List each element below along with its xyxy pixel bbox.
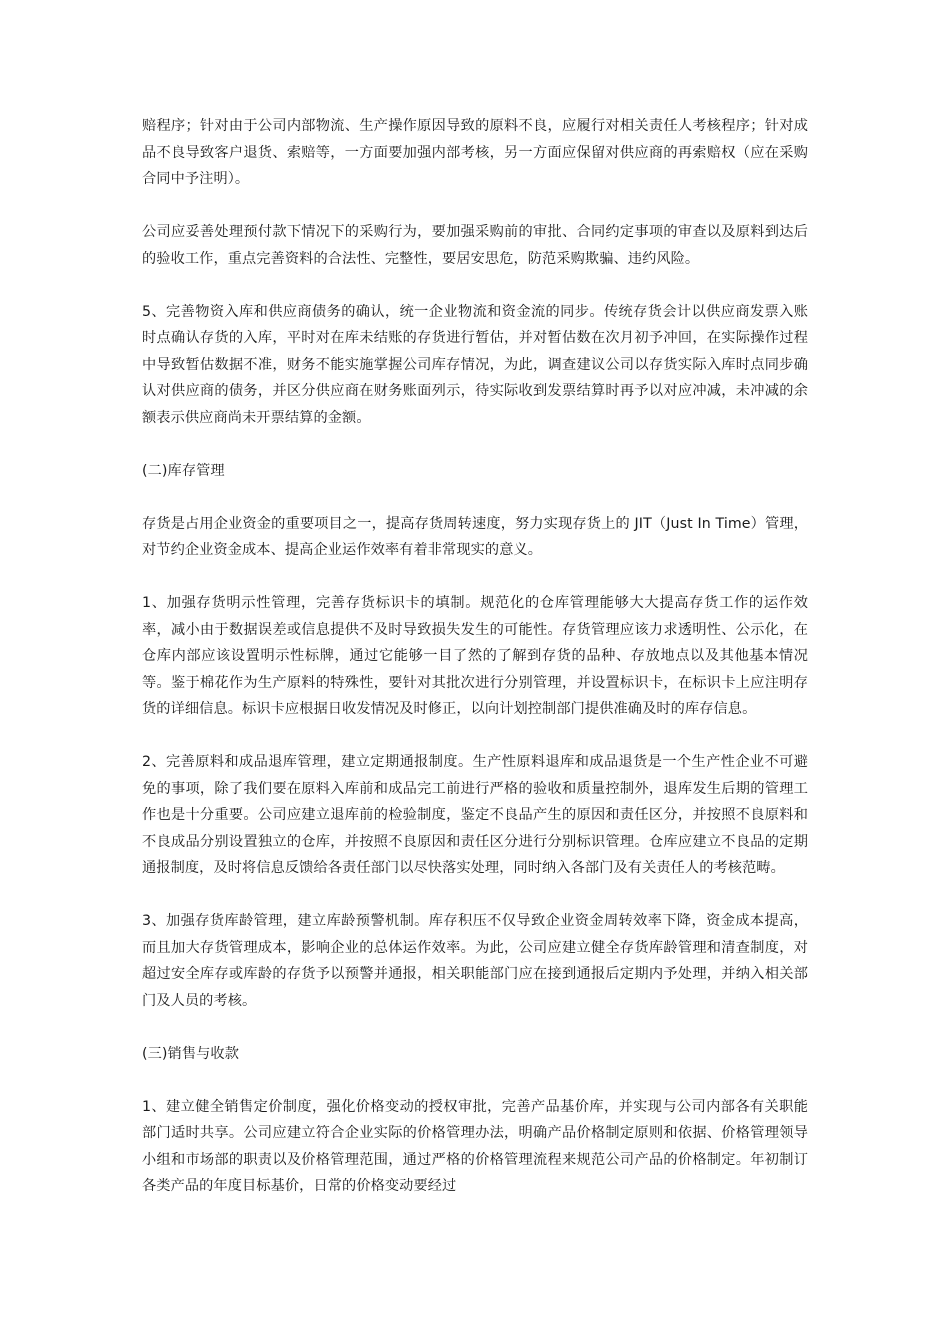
section-heading-sales-collection: (三)销售与收款 [142, 1045, 239, 1062]
paragraph-item-3-inventory-aging: 3、加强存货库龄管理，建立库龄预警机制。库存积压不仅导致企业资金周转效率下降，资金成本提高，而且加大存货管理成本，影响企业的总体运作效率。为此，公司应建立健全存货库龄管理和清查制度，对超过安全库存或库龄的存货予以预警并通报，相关职能部门应在接到通报后定期内予处理，并纳入相关部门及人员的考核。 [142, 913, 808, 1009]
paragraph-item-2-returns-management: 2、完善原料和成品退库管理，建立定期通报制度。生产性原料退库和成品退货是一个生产性企业不可避免的事项，除了我们要在原料入库前和成品完工前进行严格的验收和质量控制外，退库发生后期的管理工作也是十分重要。公司应建立退库前的检验制度，鉴定不良品产生的原因和责任区分，并按照不良原料和不良成品分别设置独立的仓库，并按照不良原因和责任区分进行分别标识管理。仓库应建立不良品的定期通报制度，及时将信息反馈给各责任部门以尽快落实处理，同时纳入各部门及有关责任人的考核范畴。 [142, 754, 808, 876]
paragraph-inventory-intro: 存货是占用企业资金的重要项目之一，提高存货周转速度，努力实现存货上的 JIT（Just In Time）管理，对节约企业资金成本、提高企业运作效率有着非常现实的意义。 [142, 515, 808, 558]
paragraph-prepayment-procurement: 公司应妥善处理预付款下情况下的采购行为，要加强采购前的审批、合同约定事项的审查以及原料到达后的验收工作，重点完善资料的合法性、完整性，要居安思危，防范采购欺骗、违约风险。 [142, 224, 808, 267]
paragraph-item-5-supplier-debt: 5、完善物资入库和供应商债务的确认，统一企业物流和资金流的同步。传统存货会计以供应商发票入账时点确认存货的入库，平时对在库未结账的存货进行暂估，并对暂估数在次月初予冲回，在实际操作过程中导致暂估数据不准，财务不能实施掌握公司库存情况，为此，调查建议公司以存货实际入库时点同步确认对供应商的债务，并区分供应商在财务账面列示，待实际收到发票结算时再予以对应冲减，未冲减的余额表示供应商尚未开票结算的金额。 [142, 303, 808, 426]
document-body [142, 113, 808, 1226]
paragraph-item-1-inventory-labels: 1、加强存货明示性管理，完善存货标识卡的填制。规范化的仓库管理能够大大提高存货工作的运作效率，减小由于数据误差或信息提供不及时导致损失发生的可能性。存货管理应该力求透明性、公示化，在仓库内部应该设置明示性标牌，通过它能够一目了然的了解到存货的品种、存放地点以及其他基本情况等。鉴于棉花作为生产原料的特殊性，要针对其批次进行分别管理，并设置标识卡，在标识卡上应注明存货的详细信息。标识卡应根据日收发情况及时修正，以向计划控制部门提供准确及时的库存信息。 [142, 595, 808, 717]
section-heading-inventory-management: (二)库存管理 [142, 462, 225, 479]
paragraph-claims-procedure: 赔程序；针对由于公司内部物流、生产操作原因导致的原料不良，应履行对相关责任人考核程序；针对成品不良导致客户退货、索赔等，一方面要加强内部考核，另一方面应保留对供应商的再索赔权（应在采购合同中予注明）。 [142, 118, 808, 187]
paragraph-item-1-pricing-system: 1、建立健全销售定价制度，强化价格变动的授权审批，完善产品基价库，并实现与公司内部各有关职能部门适时共享。公司应建立符合企业实际的价格管理办法，明确产品价格制定原则和依据、价格管理领导小组和市场部的职责以及价格管理范围，通过严格的价格管理流程来规范公司产品的价格制定。年初制订各类产品的年度目标基价，日常的价格变动要经过 [142, 1098, 808, 1194]
